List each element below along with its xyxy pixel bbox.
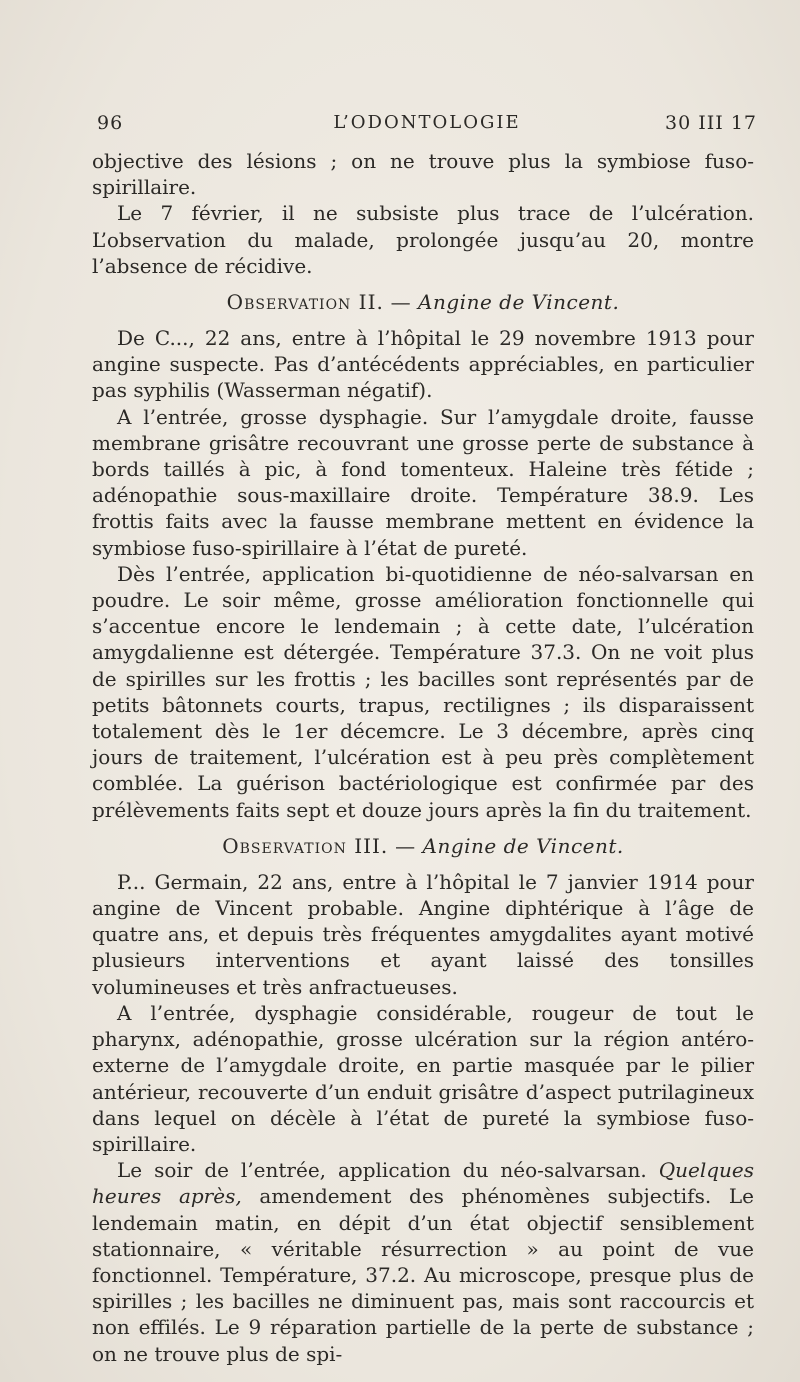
paragraph: Dès l’entrée, application bi-quotidienne de néo-salvarsan en poudre. Le soir même, grosse amélioration fonctionnelle qui s’accentue encore le lendemain ; à cette date, l’ulcération amygdalienne est détergée. Température 37.3. On ne voit plus de spirilles sur les frottis ; les bacilles sont représentés par de petits bâtonnets courts, trapus, rectilignes ; ils disparaissent totalement dès le 1er décemcre. Le 3 décembre, après cinq jours de traitement, l’ulcération est à peu près complètement comblée. La guérison bactériologique est confirmée par des prélèvements faits sept et douze jours après la fin du traitement. [92,561,754,822]
page-body [92,148,754,1367]
observation-3-heading [92,833,754,859]
paragraph: A l’entrée, grosse dysphagie. Sur l’amygdale droite, fausse membrane grisâtre recouvrant une grosse perte de substance à bords taillés à pic, à fond tomenteux. Haleine très fétide ; adénopathie sous-maxillaire droite. Température 38.9. Les frottis faits avec la fausse membrane mettent en évidence la symbiose fuso-spirillaire à l’état de pureté. [92,404,754,560]
paragraph [92,1157,754,1367]
heading-dash: — [383,290,419,315]
paragraph: A l’entrée, dysphagie considérable, rougeur de tout le pharynx, adénopathie, grosse ulcération sur la région antéro-externe de l’amygdale droite, en partie masquée par le pilier antérieur, recouverte d’un enduit grisâtre d’aspect putrilagineux dans lequel on décèle à l’état de pureté la symbiose fuso-spirillaire. [92,1000,754,1156]
observation-label: Observation III. [222,833,389,858]
italic-run: Quelques heures après, [92,1158,754,1209]
paragraph: P... Germain, 22 ans, entre à l’hôpital le 7 janvier 1914 pour angine de Vincent probable. Angine diphtérique à l’âge de quatre ans, et depuis très fréquentes amygdalites ayant motivé plusieurs interventions et ayant laissé des tonsilles volumineuses et très anfractueuses. [92,869,754,999]
text-run: Le soir de l’entrée, application du néo-salvarsan. [117,1158,659,1183]
observation-2-heading [92,289,754,315]
paragraph-continued: objective des lésions ; on ne trouve plus la symbiose fuso-spirillaire. [92,149,754,200]
journal-title: L’ODONTOLOGIE [333,112,521,133]
heading-dash: — [388,833,423,858]
observation-title: Angine de Vincent. [422,833,624,858]
observation-title: Angine de Vincent. [418,290,620,315]
paragraph: De C..., 22 ans, entre à l’hôpital le 29 novembre 1913 pour angine suspecte. Pas d’antécédents appréciables, en particulier pas syphilis (Wasserman négatif). [92,326,754,403]
running-head [97,112,757,142]
issue-date: 30 III 17 [665,112,757,134]
text-run: amendement des phénomènes subjectifs. Le lendemain matin, en dépit d’un état objectif sensiblement stationnaire, « véritable résurrection » au point de vue fonctionnel. Température, 37.2. Au microscope, presque plus de spirilles ; les bacilles ne diminuent pas, mais sont raccourcis et non effilés. Le 9 réparation partielle de la perte de substance ; on ne trouve plus de spi- [92,1184,755,1366]
observation-label: Observation II. [226,290,384,315]
page-number: 96 [97,112,124,134]
paragraph: Le 7 février, il ne subsiste plus trace de l’ulcération. L’observation du malade, prolongée jusqu’au 20, montre l’absence de récidive. [92,201,754,278]
